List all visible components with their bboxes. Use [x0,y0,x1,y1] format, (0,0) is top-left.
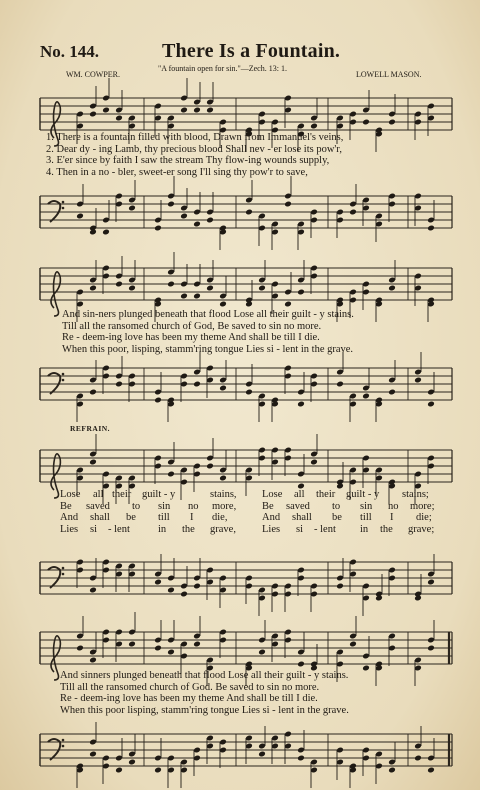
notehead [128,205,136,212]
notehead [245,209,253,216]
clef-dot [62,379,65,382]
notehead [128,285,136,292]
notehead [206,463,214,470]
notehead [180,213,188,220]
notehead [180,107,188,114]
bass-staff-4 [36,724,456,774]
notehead [388,767,396,774]
hymn-number: No. 144. [40,42,100,61]
refrain-row [60,524,480,536]
lyric-word: shall [90,512,110,523]
notehead [89,459,97,466]
lyric-word: I [390,512,394,523]
notehead [245,389,253,396]
treble-staff-2 [36,258,456,308]
notehead [284,301,292,308]
lyric-word: no [188,500,199,512]
notehead [258,751,266,758]
lyric-word: si [296,523,304,535]
notehead [414,755,422,762]
clef-dot [62,745,65,748]
notehead [219,385,227,392]
notehead [193,221,201,228]
notehead [154,579,162,586]
notehead [102,229,110,236]
notehead [310,459,318,466]
notehead [167,281,175,288]
lyric-word: in [360,523,369,535]
notehead [180,591,188,598]
notehead [115,381,123,388]
notehead [154,645,162,652]
notehead [193,107,201,114]
lyric-word: to [132,500,141,512]
notehead [427,225,435,232]
lyric-word: the [380,523,393,535]
notehead [297,661,305,668]
lyric-line: 2. Dear dy - ing Lamb, thy precious blood Shall nev - er lose its pow'r, [46,143,342,155]
treble-clef-icon [51,636,60,680]
epigraph: "A fountain open for sin."—Zech. 13: 1. [158,64,287,73]
lyric-line: When this poor, lisping, stamm'ring tongue Lies si - lent in the grave. [62,343,354,355]
bass-staff-1 [36,186,456,236]
lyrics-refrain [60,489,480,535]
notehead [180,293,188,300]
lyric-word: Lies [60,523,79,535]
notehead [427,645,435,652]
clef-dot [62,567,65,570]
lyric-word: all [93,489,104,500]
lyric-word: die; [416,512,432,523]
lyric-word: more, [212,500,237,512]
lyric-word: stains, [210,489,237,500]
notehead [167,649,175,656]
lyric-line: Re - deem-ing love has been my theme And shall be till I die. [60,693,318,704]
notehead [193,381,201,388]
treble-staff-3 [36,440,456,490]
notehead [284,201,292,208]
refrain-row [60,512,480,524]
lyric-line: Till all the ransomed church of God, Be saved to sin no more. [62,320,322,332]
refrain-row [60,501,480,513]
notehead [310,123,318,130]
lyric-word: Be [60,500,72,512]
notehead [427,767,435,774]
author-credit: WM. COWPER. [66,70,120,79]
clef-dot [62,373,65,376]
notehead [258,649,266,656]
lyric-word: saved [86,500,110,512]
hymn-title: There Is a Fountain. [162,40,341,62]
lyric-word: sin [158,500,171,512]
lyric-line: When this poor lisping, stamm'ring tongue Lies si - lent in the grave. [60,704,349,716]
lyric-word: guilt - y [346,489,380,500]
lyric-word: Lies [262,523,281,535]
lyric-word: And [262,512,281,523]
lyric-word: be [126,512,136,523]
notehead [154,397,162,404]
clef-dot [62,573,65,576]
lyric-word: stains; [402,489,429,500]
notehead [154,225,162,232]
notehead [219,475,227,482]
notehead [89,587,97,594]
notehead [193,583,201,590]
lyric-word: more; [410,500,435,512]
lyric-word: be [332,512,342,523]
notehead [167,201,175,208]
lyric-word: guilt - y [142,489,176,500]
lyric-word: die, [212,512,228,523]
lyric-line: 4. Then in a no - bler, sweet-er song I'll sing thy pow'r to save, [46,166,308,178]
notehead [297,289,305,296]
bass-staff-3 [36,552,456,602]
lyric-line: And sin-ners plunged beneath that flood Lose all their guilt - y stains. [62,309,354,320]
lyrics-system-1 [46,132,343,178]
lyric-word: till [360,512,372,523]
notehead [89,751,97,758]
notehead [76,645,84,652]
lyric-word: their [316,489,336,500]
notehead [89,657,97,664]
lyrics-system-2 [62,309,354,355]
notehead [336,583,344,590]
notehead [336,381,344,388]
notehead [362,393,370,400]
lyric-word: their [112,489,132,500]
lyric-word: - lent [108,523,130,535]
lyric-word: in [158,523,167,535]
notehead [388,389,396,396]
lyric-word: I [190,512,194,523]
notehead [128,759,136,766]
treble-clef-icon [51,454,60,498]
notehead [258,285,266,292]
notehead [115,767,123,774]
treble-clef-icon [51,272,60,316]
lyric-word: si [90,523,98,535]
notehead [193,293,201,300]
lyric-word: - lent [314,523,336,535]
lyric-word: sin [360,500,373,512]
notehead [167,471,175,478]
notehead [206,217,214,224]
notehead [427,401,435,408]
lyric-word: to [332,500,341,512]
notehead [89,111,97,118]
lyric-word: till [158,512,170,523]
notehead [154,767,162,774]
notehead [362,119,370,126]
clef-dot [62,201,65,204]
lyric-word: shall [292,512,312,523]
lyric-word: grave, [210,523,236,535]
notehead [115,281,123,288]
clef-dot [62,739,65,742]
lyric-line: 1. There is a fountain filled with blood, Drawn from Immanuel's veins, [46,132,344,143]
notehead [193,641,201,648]
notehead [414,377,422,384]
notehead [206,285,214,292]
notehead [115,115,123,122]
lyric-word: all [294,489,305,500]
treble-staff-1 [36,88,456,138]
lyric-word: Lose [60,489,81,500]
notehead [362,665,370,672]
lyric-word: Be [262,500,274,512]
notehead [76,213,84,220]
notehead [297,401,305,408]
notehead [349,209,357,216]
refrain-label: REFRAIN. [70,424,111,433]
lyric-word: Lose [262,489,283,500]
lyric-word: And [60,512,79,523]
notehead [102,107,110,114]
notehead [297,755,305,762]
lyric-line: Till all the ransomed church of God. Be saved to sin no more. [60,681,320,693]
lyric-line: Re - deem-ing love has been my theme And shall be till I die. [62,332,320,343]
notehead [388,285,396,292]
notehead [388,119,396,126]
notehead [167,587,175,594]
composer-credit: LOWELL MASON. [356,70,422,79]
lyric-word: no [388,500,399,512]
lyric-line: 3. E'er since by faith I saw the stream Thy flow-ing wounds supply, [46,155,330,166]
notehead [89,389,97,396]
lyrics-system-4 [60,670,349,716]
lyric-word: saved [286,500,310,512]
refrain-row [60,489,480,501]
notehead [206,107,214,114]
notehead [128,641,136,648]
treble-staff-4 [36,622,456,672]
notehead [427,579,435,586]
notehead [349,641,357,648]
notehead [219,301,227,308]
lyric-word: grave; [408,523,435,535]
lyric-line: And sinners plunged beneath that flood Lose all their guilt - y stains. [60,670,349,681]
notehead [89,285,97,292]
clef-dot [62,207,65,210]
bass-staff-2 [36,358,456,408]
lyric-word: the [182,523,195,535]
